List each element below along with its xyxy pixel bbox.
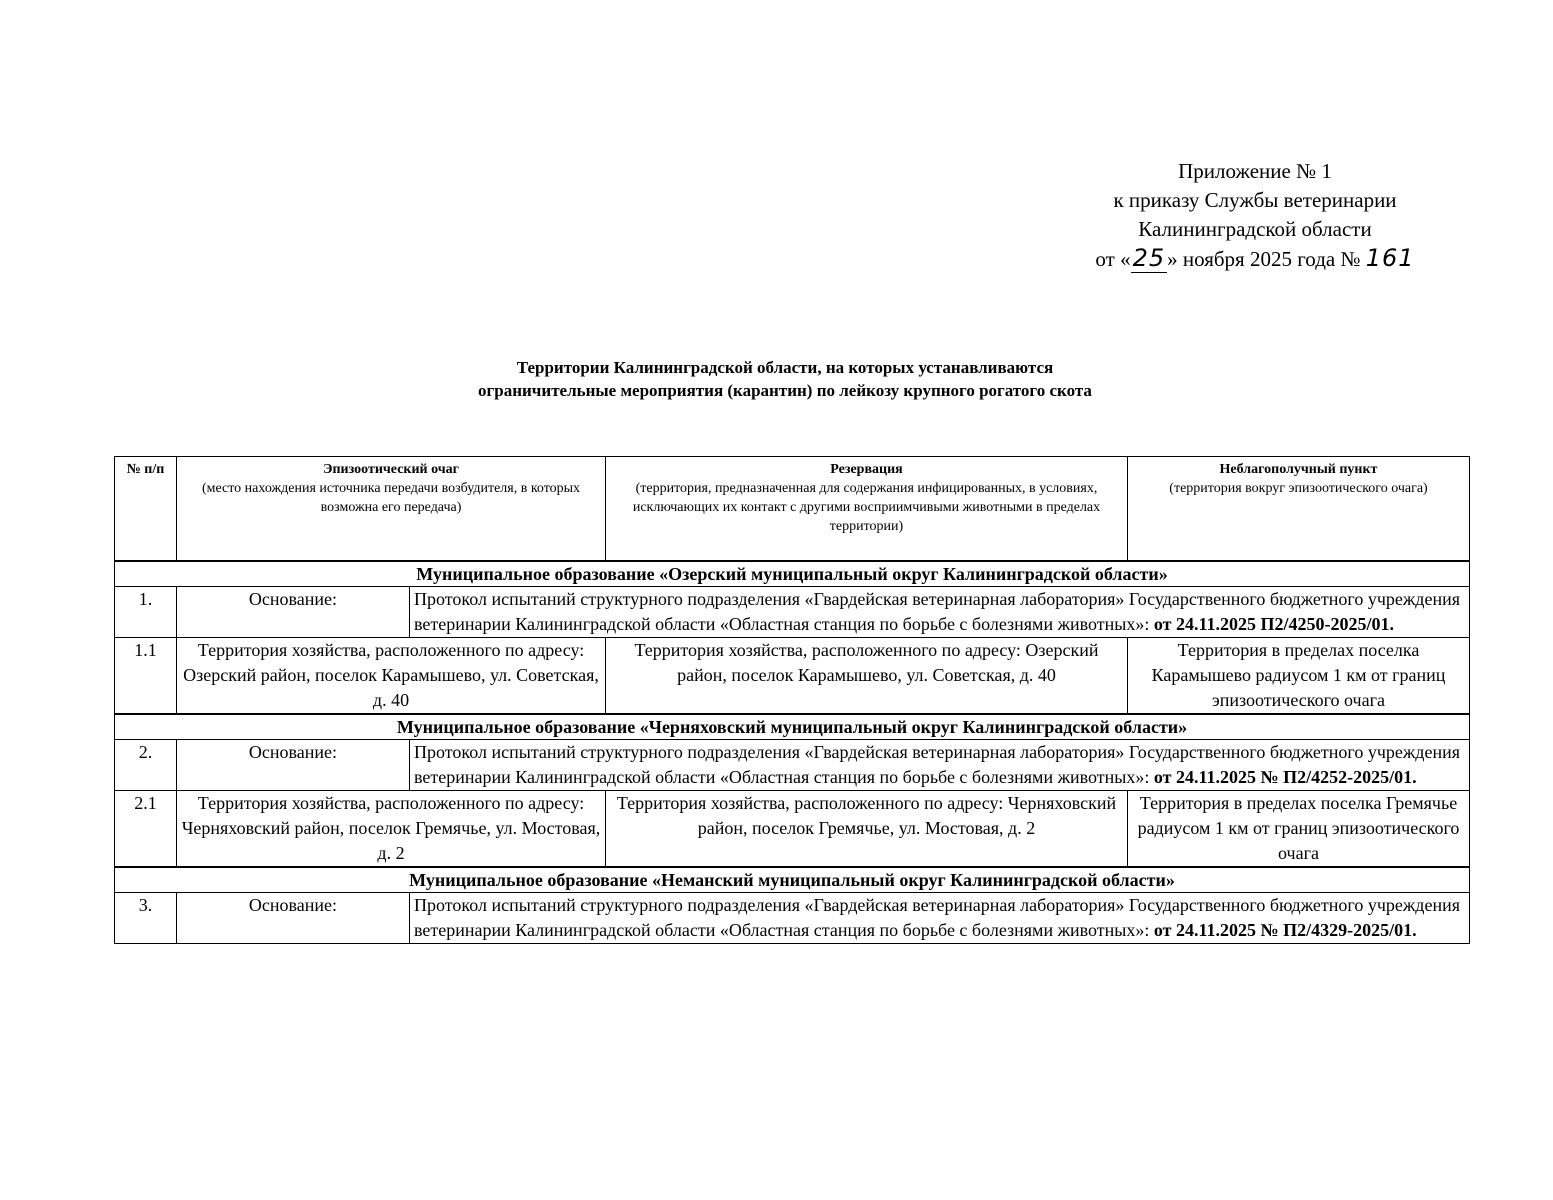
- header-point-desc: (территория вокруг эпизоотического очага): [1169, 481, 1428, 496]
- basis-reference: от 24.11.2025 П2/4250-2025/01.: [1153, 614, 1394, 634]
- annex-line-2: к приказу Службы ветеринарии: [1113, 188, 1397, 212]
- focus-cell: Территория хозяйства, расположенного по адресу: Черняховский район, поселок Гремячье, ул. Мостовая, д. 2: [177, 791, 606, 868]
- basis-protocol: Протокол испытаний структурного подразделения «Гвардейская ветеринарная лаборатория» Государственного бюджетного учреждения ветеринарии Калининградской области «Областная станция по борьбе с болезнями животных»:: [414, 742, 1460, 787]
- header-num: № п/п: [115, 457, 177, 562]
- basis-text: [410, 893, 1470, 944]
- handwritten-day: 25: [1132, 244, 1166, 272]
- section-title: Муниципальное образование «Черняховский муниципальный округ Калининградской области»: [115, 714, 1470, 740]
- date-prefix: от «: [1095, 247, 1131, 271]
- title-line-2: ограничительные мероприятия (карантин) по лейкозу крупного рогатого скота: [478, 381, 1092, 400]
- section-title-row: [115, 714, 1470, 740]
- header-point: [1128, 457, 1470, 562]
- header-point-title: Неблагополучный пункт: [1219, 462, 1378, 477]
- basis-text: [410, 740, 1470, 791]
- section-title-row: [115, 561, 1470, 587]
- basis-row: [115, 740, 1470, 791]
- basis-label: Основание:: [177, 587, 410, 638]
- annex-header: [1050, 157, 1460, 274]
- reservation-cell: Территория хозяйства, расположенного по адресу: Озерский район, поселок Карамышево, ул. Советская, д. 40: [606, 638, 1128, 715]
- row-number: 2.: [115, 740, 177, 791]
- title-line-1: Территории Калининградской области, на которых устанавливаются: [516, 358, 1054, 377]
- row-number: 1.: [115, 587, 177, 638]
- section-title: Муниципальное образование «Озерский муниципальный округ Калининградской области»: [115, 561, 1470, 587]
- handwritten-order-number: 161: [1365, 244, 1415, 272]
- header-focus: [177, 457, 606, 562]
- basis-protocol: Протокол испытаний структурного подразделения «Гвардейская ветеринарная лаборатория» Государственного бюджетного учреждения ветеринарии Калининградской области «Областная станция по борьбе с болезнями животных»:: [414, 895, 1460, 940]
- table-header-row: [115, 457, 1470, 562]
- header-reservation-desc: (территория, предназначенная для содержания инфицированных, в условиях, исключающих их контакт с другими восприимчивыми животными в пределах территории): [632, 481, 1101, 534]
- detail-row: [115, 791, 1470, 868]
- row-number: 1.1: [115, 638, 177, 715]
- section-title: Муниципальное образование «Неманский муниципальный округ Калининградской области»: [115, 867, 1470, 893]
- reservation-cell: Территория хозяйства, расположенного по адресу: Черняховский район, поселок Гремячье, ул. Мостовая, д. 2: [606, 791, 1128, 868]
- annex-line-1: Приложение № 1: [1178, 159, 1332, 183]
- basis-label: Основание:: [177, 893, 410, 944]
- basis-text: [410, 587, 1470, 638]
- header-reservation: [606, 457, 1128, 562]
- annex-line-3: Калининградской области: [1138, 217, 1372, 241]
- header-focus-desc: (место нахождения источника передачи возбудителя, в которых возможна его передача): [201, 481, 581, 515]
- basis-reference: от 24.11.2025 № П2/4329-2025/01.: [1153, 920, 1417, 940]
- row-number: 3.: [115, 893, 177, 944]
- basis-label: Основание:: [177, 740, 410, 791]
- basis-row: [115, 893, 1470, 944]
- row-number: 2.1: [115, 791, 177, 868]
- header-reservation-title: Резервация: [830, 462, 903, 477]
- focus-cell: Территория хозяйства, расположенного по адресу: Озерский район, поселок Карамышево, ул. Советская, д. 40: [177, 638, 606, 715]
- point-cell: Территория в пределах поселка Карамышево радиусом 1 км от границ эпизоотического очага: [1128, 638, 1470, 715]
- basis-reference: от 24.11.2025 № П2/4252-2025/01.: [1153, 767, 1417, 787]
- basis-row: [115, 587, 1470, 638]
- quarantine-table: [114, 456, 1470, 944]
- detail-row: [115, 638, 1470, 715]
- basis-protocol: Протокол испытаний структурного подразделения «Гвардейская ветеринарная лаборатория» Государственного бюджетного учреждения ветеринарии Калининградской области «Областная станция по борьбе с болезнями животных»:: [414, 589, 1460, 634]
- annex-date-line: [1050, 244, 1460, 274]
- date-suffix: » ноября 2025 года №: [1167, 247, 1361, 271]
- section-title-row: [115, 867, 1470, 893]
- header-focus-title: Эпизоотический очаг: [322, 462, 459, 477]
- point-cell: Территория в пределах поселка Гремячье радиусом 1 км от границ эпизоотического очага: [1128, 791, 1470, 868]
- document-title: [300, 356, 1270, 402]
